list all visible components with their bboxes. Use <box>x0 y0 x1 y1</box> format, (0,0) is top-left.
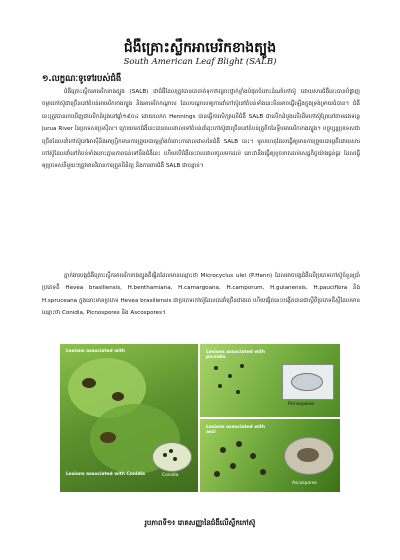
figure-label-picnidia: Lesions associated with picnidia <box>206 350 265 360</box>
figure-panel-asci <box>200 419 340 492</box>
paragraph-1: ជំងឺគ្រោះស្លឹកអាមេរិកខាងត្បូង (SALB) ជាជំងឺដែលត្រូវបានគេចាត់ទុកថាគ្រោះថ្នាក់ខ្លាំងបំផុតចំពោះដំណាំកៅស៊ូ ដោយសារជំងឺនេះបានបំផ្លាញចម្ការកៅស៊ូជាច្រើននៅតំបន់អាមេរិកខាងត្បូង និងអាមេរិកកណ្តាល ដែលបណ្តាលឲ្យការដាំកៅស៊ូនៅតំបន់ទាំងនេះមិនអាចធ្វើឡើងក្នុងទ្រង់ទ្រាយធំបាន។ ជំងឺនេះត្រូវបានរកឃើញជាលើកដំបូងនៅឆ្នាំ១៩០៤ ដោយលោក Hennings បានធ្វើការសិក្សាលើជំងឺ SALB ជាលើកដំបូងលើដើមកៅស៊ូព្រៃនៅតាមដងទន្លេ Jurua River នៃប្រទេសប្រេស៊ីល។ ក្រោយមកជំងឺនេះបានរាលដាលទៅតំបន់ដាំដុះកៅស៊ូជាច្រើននៅតំបន់ត្រូពិចនៃទ្វីបអាមេរិកខាងត្បូង។ បច្ចុប្បន្នប្រទេសជាច្រើនដែលដាំកៅស៊ូនៅអាស៊ីនិងអាហ្វ្រិកមានការព្រួយបារម្ភខ្លាំងចំពោះការរាលដាលនៃជំងឺ SALB នេះ។ មូលហេតុដែលធ្វើឲ្យមានការព្រួយបារម្ភគឺដោយសារកៅស៊ូដែលដាំនៅតំបន់ទាំងនោះគ្មានភាពធន់ទៅនឹងជំងឺនេះ ហើយបើជំងឺនេះរាលដាលចូលមកដល់ នោះវានឹងធ្វើឲ្យខូចខាតដល់សេដ្ឋកិច្ចយ៉ាងធ្ងន់ធ្ងរ ដែលធ្វើឲ្យប្រទេសនីមួយៗត្រូវមានវិធានការត្រួតពិនិត្យ និងការពារជំងឺ SALB ជាបន្ទាន់។ <box>42 89 360 170</box>
figure-leaf-lesions <box>60 344 340 492</box>
section-heading: ១.លក្ខណៈទូទៅរបស់ជំងឺ <box>42 74 122 84</box>
figure-label-conidia-lesion: Lesions associated with Conidia <box>66 472 145 477</box>
page-title: ជំងឺគ្រោះស្លឹកអាមេរិកខាងត្បូង <box>123 40 277 56</box>
lesion-spot <box>100 432 116 443</box>
picnospores-microscope-image <box>282 364 334 400</box>
figure-panel-picnidia <box>200 344 340 417</box>
figure-label-leaf: Lesions associated with <box>66 349 125 354</box>
ascospores-microscope-image <box>284 437 334 475</box>
figure-caption: រូបភាពទី១៖ រោគសញ្ញានៃជំងឺលើស្លឹកកៅស៊ូ <box>144 519 256 527</box>
lesion-spot <box>112 392 124 401</box>
conidia-microscope-image <box>152 442 192 472</box>
figure-label-conidia: Conidia <box>162 473 179 478</box>
lesion-spot <box>82 378 96 388</box>
figure-panel-conidia <box>60 344 198 492</box>
paragraph-2: ភ្នាក់ងារបង្កជំងឺគ្រោះស្លឹកអាមេរិកខាងត្បូងគឺផ្សិតដែលមានឈ្មោះថា Microcyclus ulei (P.Henn) ដែលអាចបង្កជំងឺលើប្រភេទកៅស៊ូចំនួនប្រាំប្រភេទគឺ Hevea brasiliensis, H.benthamiana, H.camargoana, H.camporum, H.guianensis, H.pauciflora និង H.spruceana ក្នុងនោះមានប្រភេទ Hevea brasiliensis ជាប្រភេទកៅស៊ូដែលគេដាំច្រើនជាងគេ ហើយផ្សិតនេះបង្កើតបានជាស្ពឺពីប្រភេទគឺស្ពឺដែលមានឈ្មោះថា Conidia, Picnospores និង Ascospores។ <box>42 273 360 317</box>
figure-label-asci: Lesions associated with asci <box>206 425 265 435</box>
figure-label-picnospores: Picnospores <box>288 402 315 407</box>
figure-label-ascospores: Ascospores <box>292 481 317 486</box>
page-subtitle: South American Leaf Blight (SALB) <box>123 57 277 67</box>
